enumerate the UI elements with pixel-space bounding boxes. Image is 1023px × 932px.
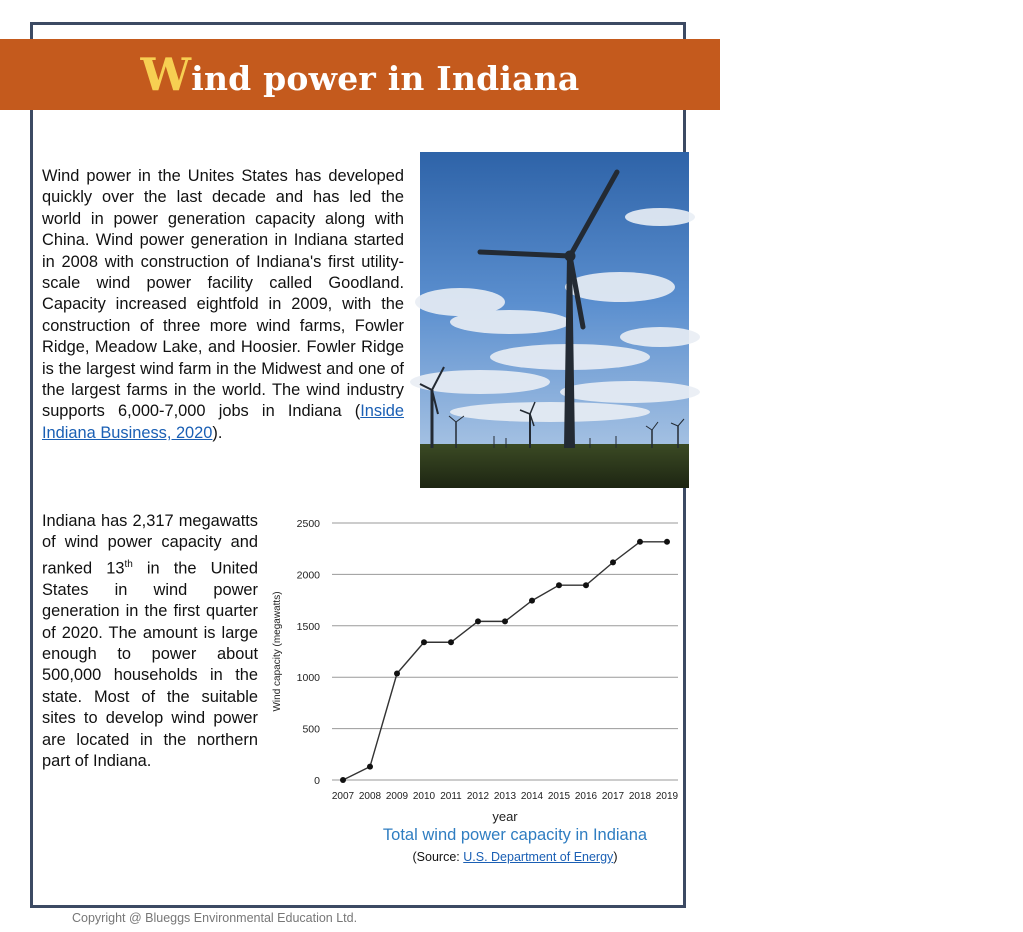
x-tick-label: 2014 (520, 791, 544, 802)
y-tick-label: 0 (314, 775, 320, 787)
data-point (556, 582, 562, 588)
y-tick-label: 1000 (296, 672, 320, 685)
data-point (340, 777, 346, 783)
title-initial: W (140, 48, 192, 101)
copyright: Copyright @ Blueggs Environmental Education Ltd. (72, 911, 358, 925)
x-tick-label: 2012 (466, 791, 490, 802)
data-point (610, 559, 616, 565)
x-tick-label: 2010 (412, 791, 436, 802)
capacity-text-cont: in the United States in wind power generation in the first quarter of 2020. The amount is large enough to power about 500,000 households in the state. Most of the suitable sites to develop wind power are located in the northern part of Indiana. (42, 559, 258, 770)
x-tick-label: 2016 (574, 791, 598, 802)
intro-text: Wind power in the Unites States has developed quickly over the last decade and has led the world in power generation capacity along with China. Wind power generation in Indiana started in 2008 with construction of Indiana's first utility-scale wind power facility called Goodland. Capacity increased eightfold in 2009, with the construction of three more wind farms, Fowler Ridge, Meadow Lake, and Hoosier. Fowler Ridge is the largest wind farm in the Midwest and one of the largest farms in the world. The wind industry supports 6,000-7,000 jobs in Indiana ( (42, 167, 404, 421)
x-tick-label: 2015 (547, 791, 571, 802)
data-point (475, 618, 481, 624)
source-prefix: (Source: (412, 850, 464, 864)
data-point (421, 639, 427, 645)
title-banner (0, 39, 720, 110)
data-point (448, 639, 454, 645)
x-tick-label: 2008 (358, 791, 382, 802)
x-tick-label: 2011 (440, 791, 462, 802)
page-title (140, 48, 579, 101)
wind-farm-photo (420, 152, 1023, 488)
x-tick-label: 2013 (493, 791, 517, 802)
x-tick-label: 2018 (628, 791, 652, 802)
wind-capacity-chart (268, 510, 688, 830)
y-tick-label: 2000 (296, 569, 320, 582)
source-suffix: ) (613, 850, 618, 864)
x-tick-label: 2019 (655, 791, 679, 802)
title-rest: ind power in Indiana (191, 59, 580, 98)
x-tick-label: 2017 (601, 791, 625, 802)
capacity-text: Indiana has 2,317 megawatts of wind power capacity and ranked 13 (42, 512, 258, 578)
data-point (637, 539, 643, 545)
data-point (664, 539, 670, 545)
capacity-paragraph (42, 511, 258, 772)
data-point (394, 670, 400, 676)
y-tick-label: 1500 (296, 620, 320, 633)
data-point (502, 618, 508, 624)
x-axis-label: year (492, 809, 518, 824)
data-point (583, 582, 589, 588)
inside-indiana-business-link[interactable]: Inside Indiana Business, 2020 (42, 402, 404, 442)
data-point (367, 764, 373, 770)
ordinal-suffix: th (124, 558, 133, 570)
x-tick-label: 2009 (385, 791, 409, 802)
y-axis-label: Wind capacity (megawatts) (272, 591, 283, 712)
data-point (529, 598, 535, 604)
y-tick-label: 2500 (296, 518, 320, 530)
intro-paragraph (42, 166, 404, 444)
y-tick-label: 500 (302, 723, 320, 736)
intro-end: ). (212, 423, 223, 442)
wind-turbine-illustration (420, 152, 689, 488)
chart-title: Total wind power capacity in Indiana (382, 826, 648, 844)
us-doe-link[interactable]: U.S. Department of Energy (463, 850, 614, 864)
series-line (343, 542, 667, 780)
x-tick-label: 2007 (331, 791, 355, 802)
photo-caption: Fowler Ridge wind farm, IN (848, 306, 1023, 322)
chart-source (330, 850, 700, 864)
